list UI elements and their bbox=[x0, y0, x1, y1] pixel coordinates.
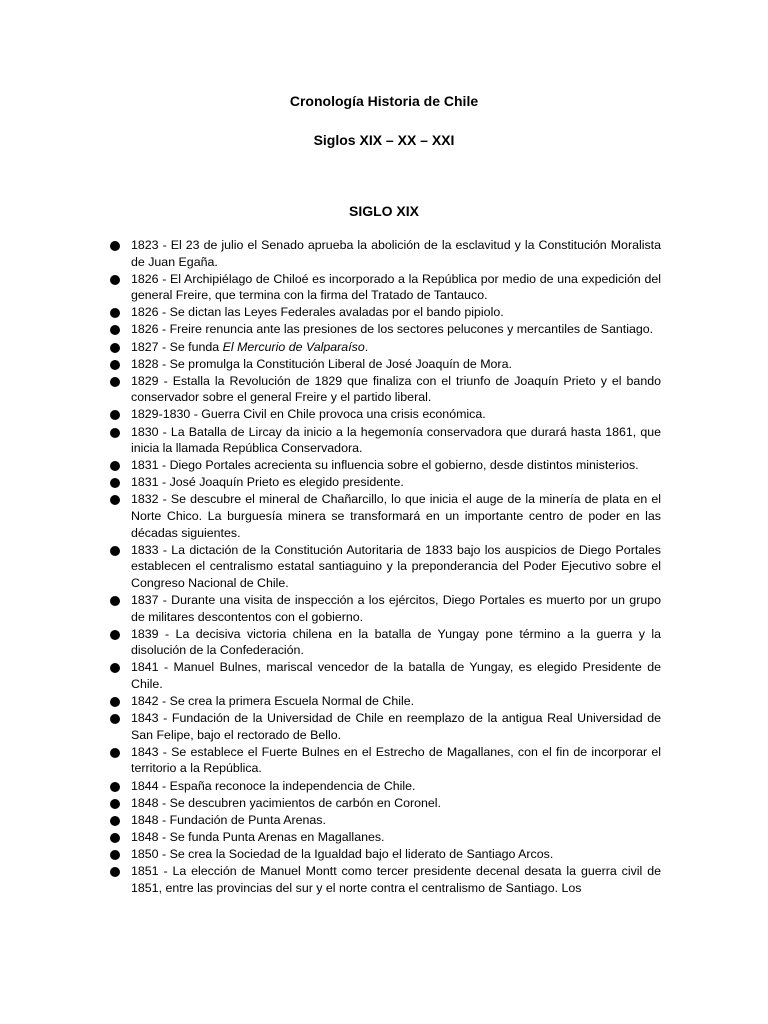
bullet-icon bbox=[110, 748, 120, 758]
bullet-icon bbox=[110, 663, 120, 673]
chronology-entry bbox=[0, 626, 661, 659]
entry-text: 1823 - El 23 de julio el Senado aprueba la abolición de la esclavitud y la Constitución Moralista de Juan Egaña. bbox=[131, 238, 661, 269]
chronology-entry bbox=[0, 829, 661, 846]
bullet-icon bbox=[110, 867, 120, 877]
entry-text: 1833 - La dictación de la Constitución Autoritaria de 1833 bajo los auspicios de Diego Portales establecen el centralismo estatal santiaguino y la preponderancia del Poder Ejecutivo sobre el Congreso Nacional de Chile. bbox=[131, 542, 661, 590]
chronology-entry bbox=[0, 542, 661, 592]
bullet-icon bbox=[110, 308, 120, 318]
chronology-entry bbox=[0, 693, 661, 710]
entry-text: 1851 - La elección de Manuel Montt como tercer presidente decenal desata la guerra civil de 1851, entre las provincias del sur y el norte contra el centralismo de Santiago. Los bbox=[131, 863, 661, 895]
entry-text bbox=[131, 340, 368, 354]
bullet-icon bbox=[110, 782, 120, 792]
entry-text: 1831 - José Joaquín Prieto es elegido presidente. bbox=[131, 475, 404, 490]
bullet-icon bbox=[110, 461, 120, 471]
entry-text: 1848 - Fundación de Punta Arenas. bbox=[131, 812, 326, 827]
bullet-icon bbox=[110, 343, 120, 353]
chronology-entry bbox=[0, 457, 661, 474]
entry-text: 1848 - Se descubren yacimientos de carbón en Coronel. bbox=[131, 795, 441, 810]
entry-text: 1826 - Se dictan las Leyes Federales avaladas por el bando pipiolo. bbox=[131, 305, 504, 320]
chronology-list bbox=[0, 237, 768, 897]
chronology-entry bbox=[0, 271, 661, 304]
bullet-icon bbox=[110, 495, 120, 505]
chronology-entry bbox=[0, 373, 661, 406]
chronology-entry bbox=[0, 339, 661, 356]
bullet-icon bbox=[110, 546, 120, 556]
entry-text: 1831 - Diego Portales acrecienta su influencia sobre el gobierno, desde distintos ministerios. bbox=[131, 458, 639, 473]
chronology-entry bbox=[0, 491, 661, 541]
chronology-entry bbox=[0, 406, 661, 423]
entry-text: 1848 - Se funda Punta Arenas en Magallanes. bbox=[131, 829, 385, 844]
bullet-icon bbox=[110, 697, 120, 707]
document-subtitle: Siglos XIX – XX – XXI bbox=[313, 132, 455, 148]
bullet-icon bbox=[110, 799, 120, 809]
bullet-icon bbox=[110, 428, 120, 438]
entry-text: 1839 - La decisiva victoria chilena en la batalla de Yungay pone término a la guerra y la disolución de la Confederación. bbox=[131, 626, 661, 658]
bullet-icon bbox=[110, 275, 120, 285]
chronology-entry bbox=[0, 846, 661, 863]
bullet-icon bbox=[110, 241, 120, 251]
entry-text: 1829-1830 - Guerra Civil en Chile provoca una crisis económica. bbox=[131, 407, 486, 422]
chronology-entry bbox=[0, 812, 661, 829]
bullet-icon bbox=[110, 833, 120, 843]
bullet-icon bbox=[110, 410, 120, 420]
bullet-icon bbox=[110, 714, 120, 724]
chronology-entry bbox=[0, 592, 661, 625]
entry-text: 1837 - Durante una visita de inspección a los ejércitos, Diego Portales es muerto por un grupo de militares descontentos con el gobierno. bbox=[131, 592, 661, 624]
chronology-entry bbox=[0, 356, 661, 373]
bullet-icon bbox=[110, 630, 120, 640]
chronology-entry bbox=[0, 778, 661, 795]
entry-text: 1841 - Manuel Bulnes, mariscal vencedor de la batalla de Yungay, es elegido Presidente de Chile. bbox=[131, 660, 661, 691]
entry-text: 1829 - Estalla la Revolución de 1829 que finaliza con el triunfo de Joaquín Prieto y el bando conservador sobre el general Freire y el partido liberal. bbox=[131, 373, 661, 405]
newspaper-title: El Mercurio de Valparaíso bbox=[222, 339, 365, 354]
chronology-entry bbox=[0, 710, 661, 743]
chronology-entry bbox=[0, 474, 661, 491]
bullet-icon bbox=[110, 816, 120, 826]
entry-text: 1828 - Se promulga la Constitución Liberal de José Joaquín de Mora. bbox=[131, 356, 512, 371]
bullet-icon bbox=[110, 850, 120, 860]
entry-text: 1850 - Se crea la Sociedad de la Igualdad bajo el liderato de Santiago Arcos. bbox=[131, 846, 554, 861]
chronology-entry bbox=[0, 863, 661, 896]
chronology-entry bbox=[0, 659, 661, 692]
bullet-icon bbox=[110, 377, 120, 387]
chronology-entry bbox=[0, 321, 661, 338]
entry-text-suffix: . bbox=[364, 339, 369, 354]
bullet-icon bbox=[110, 325, 120, 335]
entry-text: 1830 - La Batalla de Lircay da inicio a la hegemonía conservadora que durará hasta 1861, que inicia la llamada República Conservadora. bbox=[131, 424, 661, 456]
document-title: Cronología Historia de Chile bbox=[289, 93, 479, 109]
entry-text: 1826 - El Archipiélago de Chiloé es incorporado a la República por medio de una expedición del general Freire, que termina con la firma del Tratado de Tantauco. bbox=[131, 271, 661, 303]
chronology-entry bbox=[0, 795, 661, 812]
section-heading: SIGLO XIX bbox=[348, 203, 419, 219]
entry-text: 1843 - Se establece el Fuerte Bulnes en el Estrecho de Magallanes, con el fin de incorporar el territorio a la República. bbox=[131, 744, 661, 776]
chronology-entry bbox=[0, 237, 661, 270]
bullet-icon bbox=[110, 360, 120, 370]
entry-text: 1843 - Fundación de la Universidad de Chile en reemplazo de la antigua Real Universidad de San Felipe, bajo el rectorado de Bello. bbox=[131, 711, 661, 742]
entry-text-prefix: 1827 - Se funda bbox=[131, 339, 223, 354]
entry-text: 1832 - Se descubre el mineral de Chañarcillo, lo que inicia el auge de la minería de plata en el Norte Chico. La burguesía minera se transformará en un importante centro de poder en las décadas siguientes. bbox=[131, 492, 661, 540]
chronology-entry bbox=[0, 304, 661, 321]
entry-text: 1826 - Freire renuncia ante las presiones de los sectores pelucones y mercantiles de Santiago. bbox=[131, 322, 654, 337]
entry-text: 1844 - España reconoce la independencia de Chile. bbox=[131, 778, 416, 793]
bullet-icon bbox=[110, 596, 120, 606]
chronology-entry bbox=[0, 424, 661, 457]
chronology-entry bbox=[0, 744, 661, 777]
entry-text: 1842 - Se crea la primera Escuela Normal de Chile. bbox=[131, 694, 415, 709]
bullet-icon bbox=[110, 478, 120, 488]
